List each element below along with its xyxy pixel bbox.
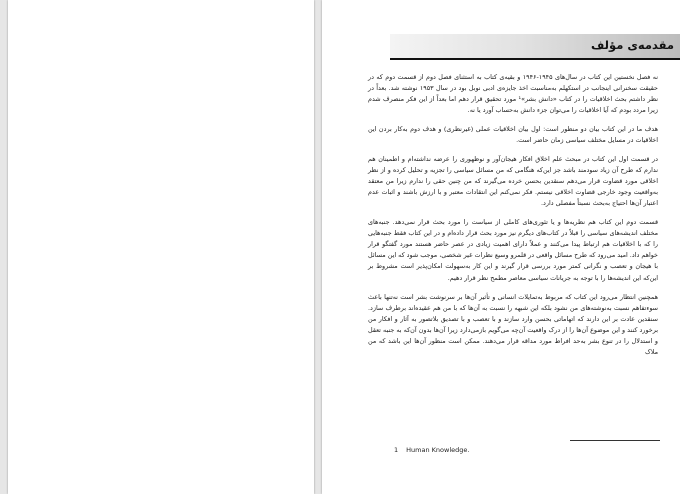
paragraph: همچنین انتظار می‌رود این کتاب که مربوط به‌تمایلات انسانی و تأثیر آن‌ها بر سرنوشت بشر است نه‌تنها باعث سوءتفاهم نسبت به‌نوشته‌های من نشود بلکه این شبهه را نسبت به آن‌ها که با من هم عقیده‌اند برطرف سازد. سنقدین عادت بر این دارند که اتهاماتی بحسن وارد سازند و با تعصب و با تصدیق بلاتصور به آثار و افکار من برخورد کنند و این موضوع آن‌ها را از درک واقعیت آن‌چه می‌گویم بازمی‌دارد زیرا آن‌ها بدون آن‌که به جنبه تعقل و استدلال را در تنوع بشر به‌حد افراط مورد مداقه قرار می‌دهند. ممکن است منظور آن‌ها این باشد که من ملاک — [368, 292, 658, 357]
paragraph: قسمت دوم این کتاب هم نظریه‌ها و یا تئوری‌های کاملی از سیاست را مورد بحث قرار نمی‌دهد. جنبه‌های مختلف اندیشه‌های سیاسی را قبلاً در کتاب‌های دیگرم نیز مورد بحث قرار داده‌ام و در این کتاب فقط جنبه‌هایی را که با اخلاقیات هم ارتباط پیدا می‌کنند و عملاً دارای اهمیت زیادی در عصر حاضر هستند مورد گفتگو قرار خواهم داد. امید می‌رود که طرح مسائل واقعی در قلمرو وسیع نظرات غیر شخصی، موجب شود که این مسائل با هیجان و تعصب و نگرانی کمتر مورد بررسی قرار گیرند و این کار به‌سهولت امکان‌پذیر است مشروط بر این‌که این اندیشه‌ها را با توجه به جریانات سیاسی معاصر مطمح نظر قرار دهیم. — [368, 218, 658, 282]
footnote — [394, 446, 469, 454]
right-page — [322, 0, 700, 494]
paragraph: هدف ما در این کتاب بیان دو منظور است: اول بیان اخلاقیات عملی (غیرنظری) و هدف دوم به‌کار بردن این اخلاقیات در مسایل مختلف سیاسی زمان حاضر است. — [368, 125, 658, 145]
paragraph: در قسمت اول این کتاب در مبحث علم اخلاق افکار هیجان‌آور و نوظهوری را عرضه نداشته‌ام و اطمینان هم ندارم که طرح آن زیاد سودمند باشد جز این‌که هنگامی که من مسائل سیاسی را تجزیه و تحلیل کرده و از نظر اخلاقی مورد قضاوت قرار می‌دهم سنقدین بحسن خرده می‌گیرند که من چنین حقی را ندارم زیرا من معتقد به‌واقعیت وجود خارجی قضاوت اخلاقی نیستم. فکر نمی‌کنم این انتقادات معتبر و با ارزش باشند و اثبات عدم اعتبار آن‌ها احتیاج به‌بحث نسبتاً مفصلی دارد. — [368, 154, 658, 207]
section-heading-bar — [390, 34, 680, 60]
body-text — [368, 72, 658, 366]
footnote-number: 1 — [394, 446, 399, 454]
section-heading: مقدمه‌ی مؤلف — [590, 38, 674, 52]
footnote-text: Human Knowledge. — [406, 446, 470, 454]
blank-left-page — [8, 0, 314, 494]
paragraph: نه فصل نخستین این کتاب در سال‌های ۱۹۴۵-۱۹۴۶ و بقیه‌ی کتاب به استثنای فصل دوم از قسمت دوم که در حقیقت سخنرانی اینجانب در استکهلم به‌مناسبت اخذ جایزه‌ی ادبی نوبل بود در سال ۱۹۵۳ نوشته شد. بعداً در نظر داشتم بحث اخلاقیات را در کتاب «دانش بشر»¹ مورد تحقیق قرار دهم اما بعداً از این فکر منصرف شدم زیرا مردد بودم که آیا اخلاقیات را می‌توان جزء دانش به‌حساب آورد یا نه. — [368, 73, 659, 115]
footnote-rule — [570, 440, 660, 441]
